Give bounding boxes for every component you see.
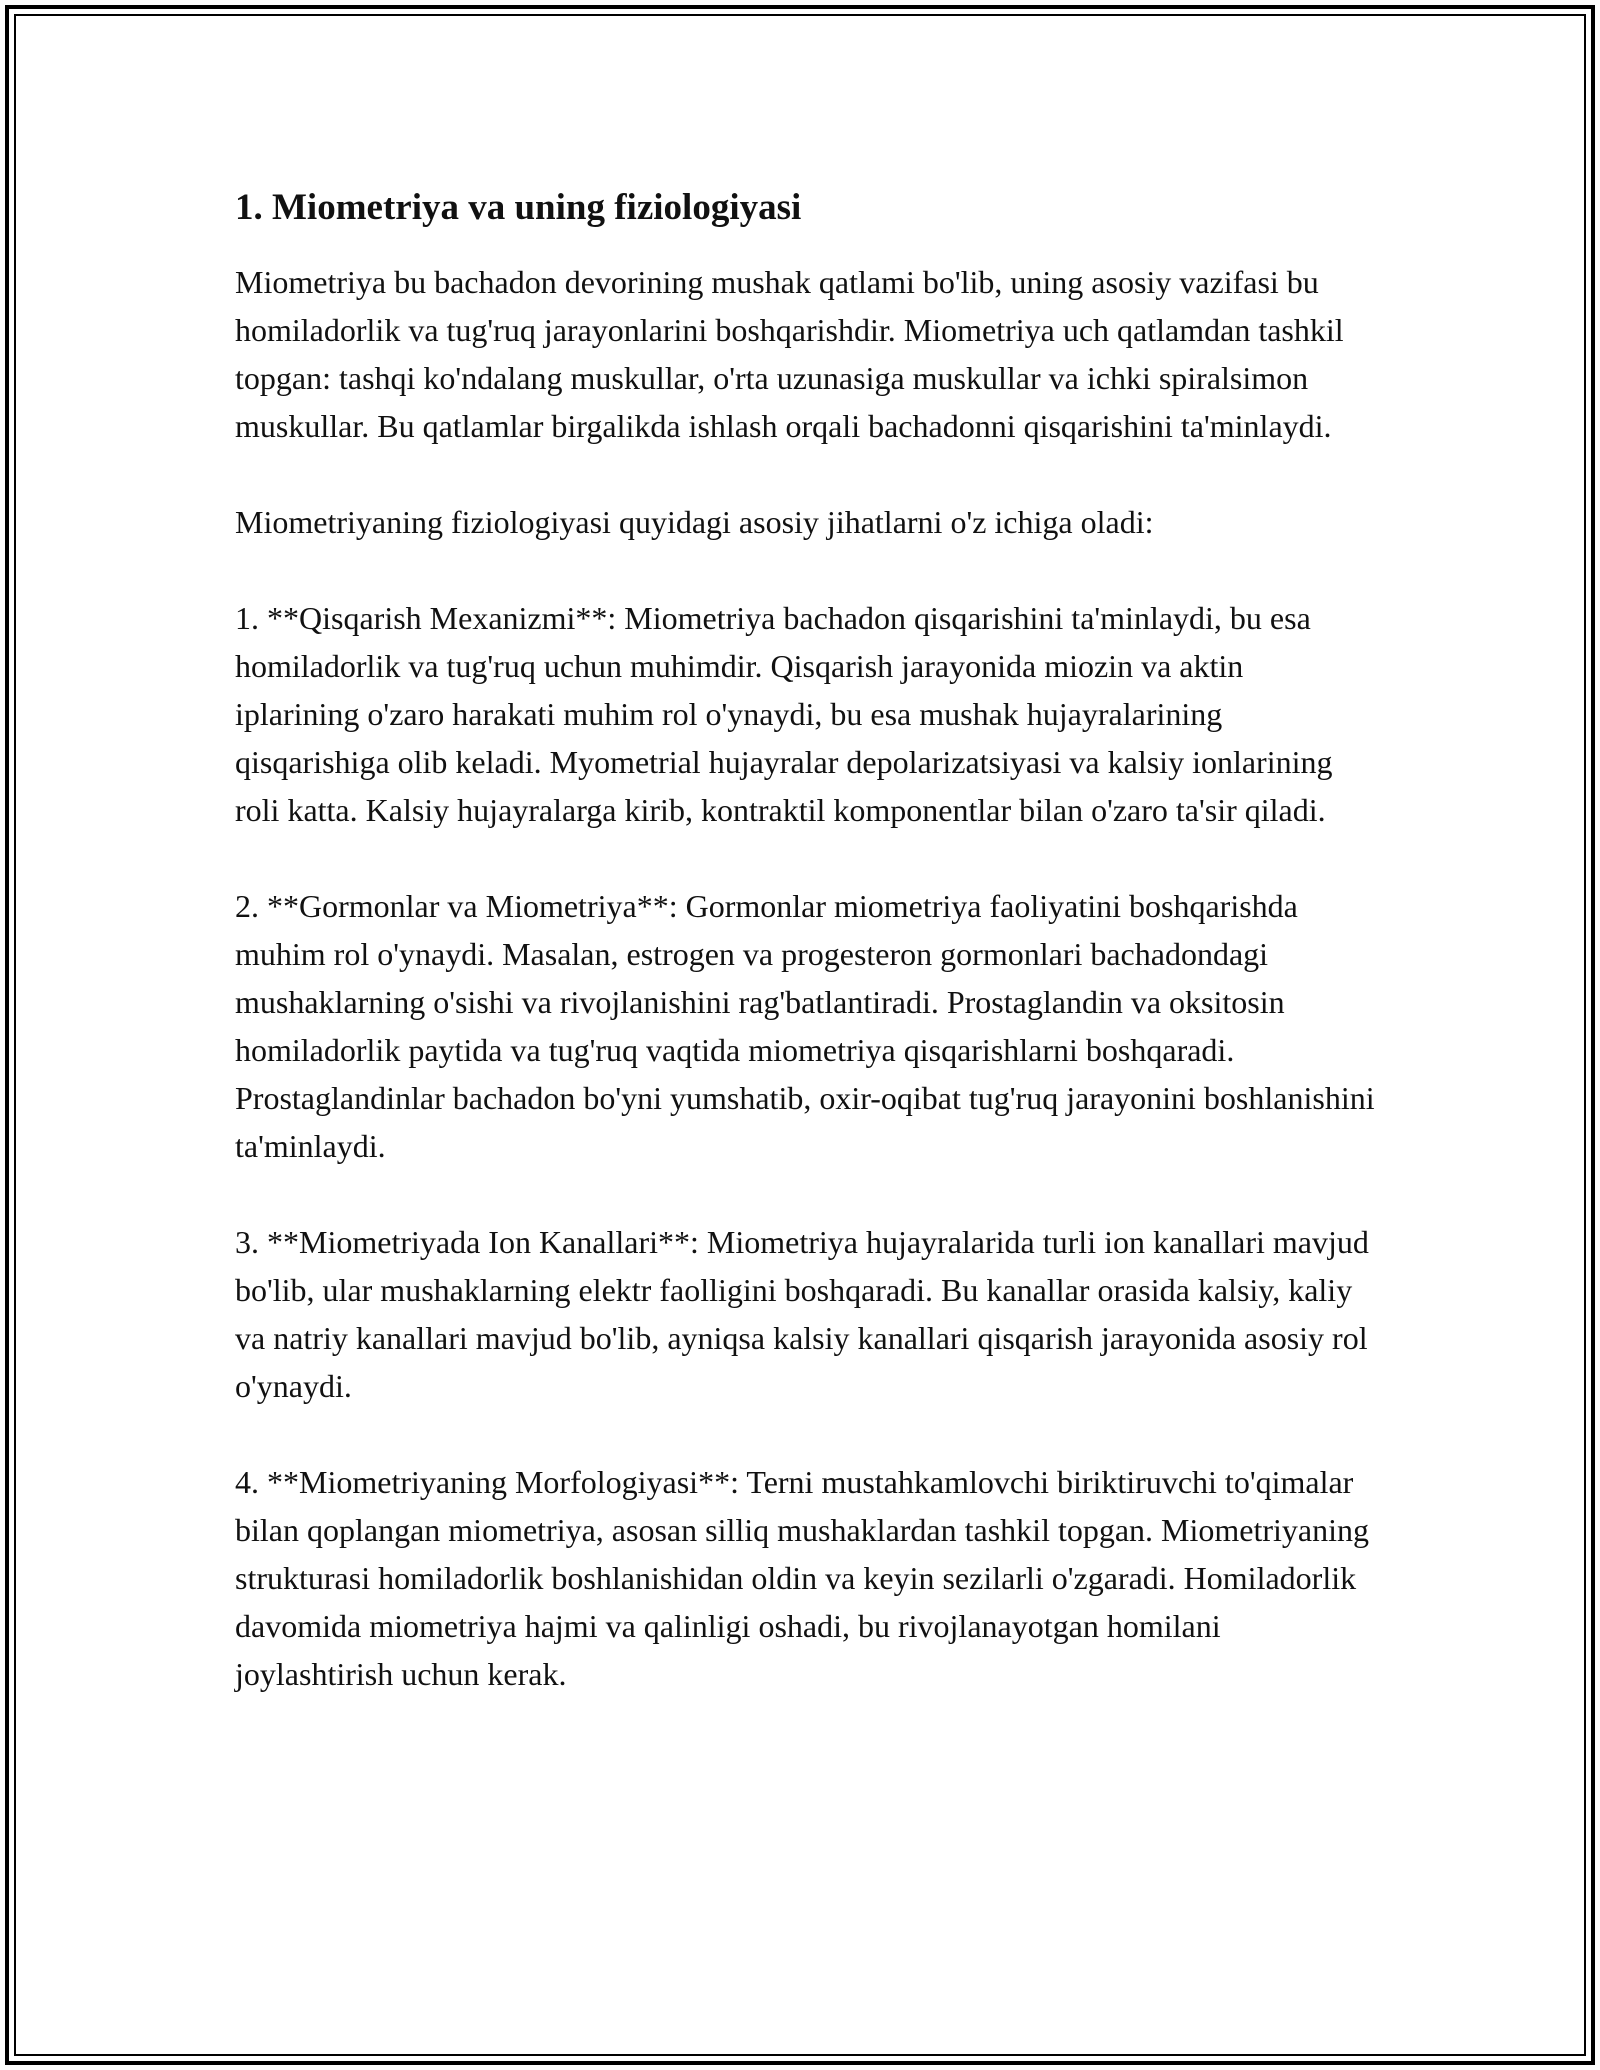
list-item-contraction-mechanism: 1. **Qisqarish Mexanizmi**: Miometriya bachadon qisqarishini ta'minlaydi, bu esa homiladorlik va tug'ruq uchun muhimdir. Qisqarish jarayonida miozin va aktin iplarining o'zaro harakati muhim rol o'ynaydi, bu esa mushak hujayralarining qisqarishiga olib keladi. Myometrial hujayralar depolarizatsiyasi va kalsiy ionlarining roli katta. Kalsiy hujayralarga kirib, kontraktil komponentlar bilan o'zaro ta'sir qiladi. [235, 600, 1333, 829]
list-item-ion-channels: 3. **Miometriyada Ion Kanallari**: Miometriya hujayralarida turli ion kanallari mavjud bo'lib, ular mushaklarning elektr faolligini boshqaradi. Bu kanallar orasida kalsiy, kaliy va natriy kanallari mavjud bo'lib, ayniqsa kalsiy kanallari qisqarish jarayonida asosiy rol o'ynaydi. [235, 1224, 1369, 1405]
document-title: 1. Miometriya va uning fiziologiyasi [235, 187, 802, 228]
lead-in-paragraph: Miometriyaning fiziologiyasi quyidagi asosiy jihatlarni o'z ichiga oladi: [235, 504, 1154, 541]
list-item-hormones: 2. **Gormonlar va Miometriya**: Gormonlar miometriya faoliyatini boshqarishda muhim rol o'ynaydi. Masalan, estrogen va progesteron gormonlari bachadondagi mushaklarning o'sishi va rivojlanishini rag'batlantiradi. Prostaglandin va oksitosin homiladorlik paytida va tug'ruq vaqtida miometriya qisqarishlarni boshqaradi. Prostaglandinlar bachadon bo'yni yumshatib, oxir-oqibat tug'ruq jarayonini boshlanishini ta'minlaydi. [235, 888, 1375, 1165]
list-item-morphology: 4. **Miometriyaning Morfologiyasi**: Terni mustahkamlovchi biriktiruvchi to'qimalar bilan qoplangan miometriya, asosan silliq mushaklardan tashkil topgan. Miometriyaning strukturasi homiladorlik boshlanishidan oldin va keyin sezilarli o'zgaradi. Homiladorlik davomida miometriya hajmi va qalinligi oshadi, bu rivojlanayotgan homilani joylashtirish uchun kerak. [235, 1464, 1370, 1693]
intro-paragraph: Miometriya bu bachadon devorining mushak qatlami bo'lib, uning asosiy vazifasi bu homiladorlik va tug'ruq jarayonlarini boshqarishdir. Miometriya uch qatlamdan tashkil topgan: tashqi ko'ndalang muskullar, o'rta uzunasiga muskullar va ichki spiralsimon muskullar. Bu qatlamlar birgalikda ishlash orqali bachadonni qisqarishini ta'minlaydi. [235, 264, 1344, 445]
document-body [235, 184, 1375, 1698]
